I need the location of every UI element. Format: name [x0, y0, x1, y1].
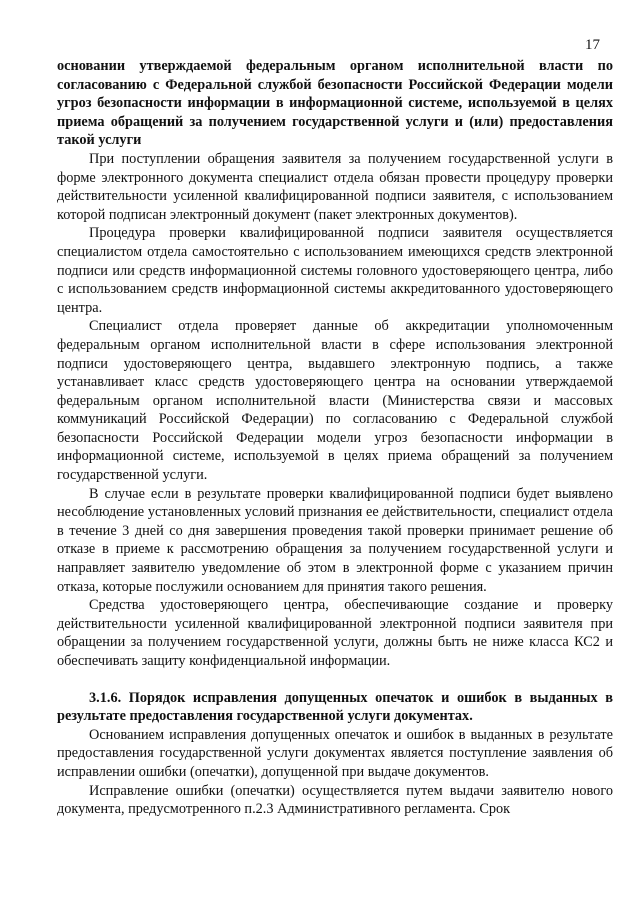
section-paragraph-1: Основанием исправления допущенных опечаток и ошибок в выданных в результате предоставления государственной услуги документах является поступление заявления об исправлении ошибки (опечатки), допущенной при выдаче документов.: [57, 726, 613, 780]
paragraph-4: В случае если в результате проверки квалифицированной подписи будет выявлено несоблюдение установленных условий признания ее действительности, специалист отдела в течение 3 дней со дня завершения проведения такой проверки принимает решение об отказе в приеме к рассмотрению обращения за получением государственной услуги и направляет заявителю уведомление об этом в электронной форме с указанием причин отказа, которые послужили основанием для принятия такого решения.: [57, 485, 613, 595]
section-paragraph-2: Исправление ошибки (опечатки) осуществляется путем выдачи заявителю нового документа, предусмотренного п.2.3 Административного регламента. Срок: [57, 782, 613, 818]
section-heading: 3.1.6. Порядок исправления допущенных опечаток и ошибок в выданных в результате предоставления государственной услуги документах.: [57, 689, 613, 725]
paragraph-5: Средства удостоверяющего центра, обеспечивающие создание и проверку действительности усиленной квалифицированной электронной подписи заявителя при обращении за получением государственной услуги, должны быть не ниже класса КС2 и обеспечивать защиту конфиденциальной информации.: [57, 597, 613, 669]
paragraph-3: Специалист отдела проверяет данные об аккредитации уполномоченным федеральным органом исполнительной власти в сфере использования электронной подписи удостоверяющего центра, выдавшего электронную подпись, а также устанавливает класс средств удостоверяющего центра на основании утверждаемой федеральным органом исполнительной власти (Министерства связи и массовых коммуникаций Российской Федерации) по согласованию с Федеральной службой безопасности Российской Федерации модели угроз безопасности информации в информационной системе, используемой в целях приема обращений за получением государственной услуги.: [57, 318, 613, 484]
page-number: 17: [585, 37, 600, 53]
page-content: [57, 57, 613, 819]
paragraph-1: При поступлении обращения заявителя за получением государственной услуги в форме электронного документа специалист отдела обязан провести процедуру проверки действительности усиленной квалифицированной подписи заявителя, с использованием которой подписан электронный документ (пакет электронных документов).: [57, 150, 613, 223]
paragraph-2: Процедура проверки квалифицированной подписи заявителя осуществляется специалистом отдела самостоятельно с использованием имеющихся средств электронной подписи или средств информационной системы головного удостоверяющего центра, либо с использованием средств информационной системы аккредитованного удостоверяющего центра.: [57, 225, 613, 316]
intro-bold-paragraph: основании утверждаемой федеральным органом исполнительной власти по согласованию с Федеральной службой безопасности Российской Федерации модели угроз безопасности информации в информационной системе, используемой в целях приема обращений за получением государственной услуги и (или) предоставления такой услуги: [57, 58, 613, 149]
